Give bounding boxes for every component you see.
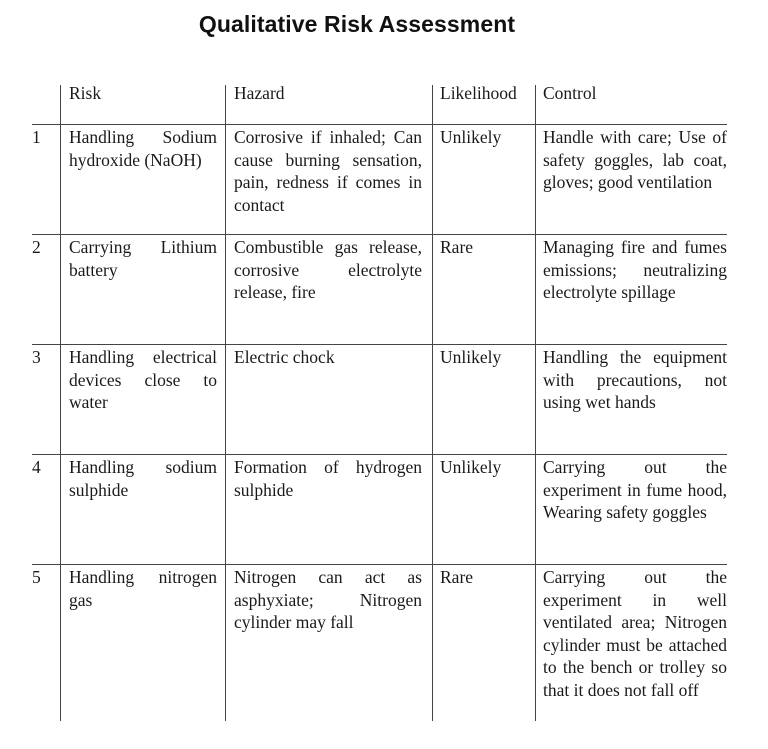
risk-cell: Handling sodium sulphide [69, 457, 217, 500]
risk-cell: Handling Sodium hydroxide (NaOH) [69, 127, 217, 170]
risk-cell: Handling electrical devices close to water [69, 347, 217, 413]
header-risk: Risk [69, 83, 102, 103]
hazard-cell: Nitrogen can act as asphyxiate; Nitrogen cylinder may fall [234, 567, 422, 633]
risk-cell: Handling nitrogen gas [69, 567, 217, 610]
control-cell: Carrying out the experiment in well ventilated area; Nitrogen cylinder must be attached to the bench or trolley so that it does not fall off [543, 567, 727, 700]
risk-cell: Carrying Lithium battery [69, 237, 217, 280]
row-number: 5 [32, 567, 41, 587]
control-cell: Carrying out the experiment in fume hood, Wearing safety goggles [543, 457, 727, 523]
row-number: 4 [32, 457, 41, 477]
likelihood-cell: Rare [440, 237, 474, 257]
control-cell: Managing fire and fumes emissions; neutralizing electrolyte spillage [543, 237, 727, 303]
hazard-cell: Combustible gas release, corrosive electrolyte release, fire [234, 237, 422, 303]
row-number: 2 [32, 237, 41, 257]
column-divider [432, 85, 433, 721]
likelihood-cell: Unlikely [440, 127, 502, 147]
header-likelihood: Likelihood [440, 83, 517, 103]
likelihood-cell: Rare [440, 567, 474, 587]
likelihood-cell: Unlikely [440, 347, 502, 367]
control-cell: Handling the equipment with precautions, not using wet hands [543, 347, 727, 413]
row-number: 1 [32, 127, 41, 147]
header-control: Control [543, 83, 597, 103]
hazard-cell: Electric chock [234, 347, 335, 367]
page-title: Qualitative Risk Assessment [198, 11, 516, 37]
row-number: 3 [32, 347, 41, 367]
header-hazard: Hazard [234, 83, 285, 103]
column-divider [225, 85, 226, 721]
column-divider [535, 85, 536, 721]
hazard-cell: Formation of hydrogen sulphide [234, 457, 422, 500]
likelihood-cell: Unlikely [440, 457, 502, 477]
control-cell: Handle with care; Use of safety goggles, lab coat, gloves; good ventilation [543, 127, 727, 193]
column-divider [60, 85, 61, 721]
hazard-cell: Corrosive if inhaled; Can cause burning sensation, pain, redness if comes in contact [234, 127, 422, 215]
